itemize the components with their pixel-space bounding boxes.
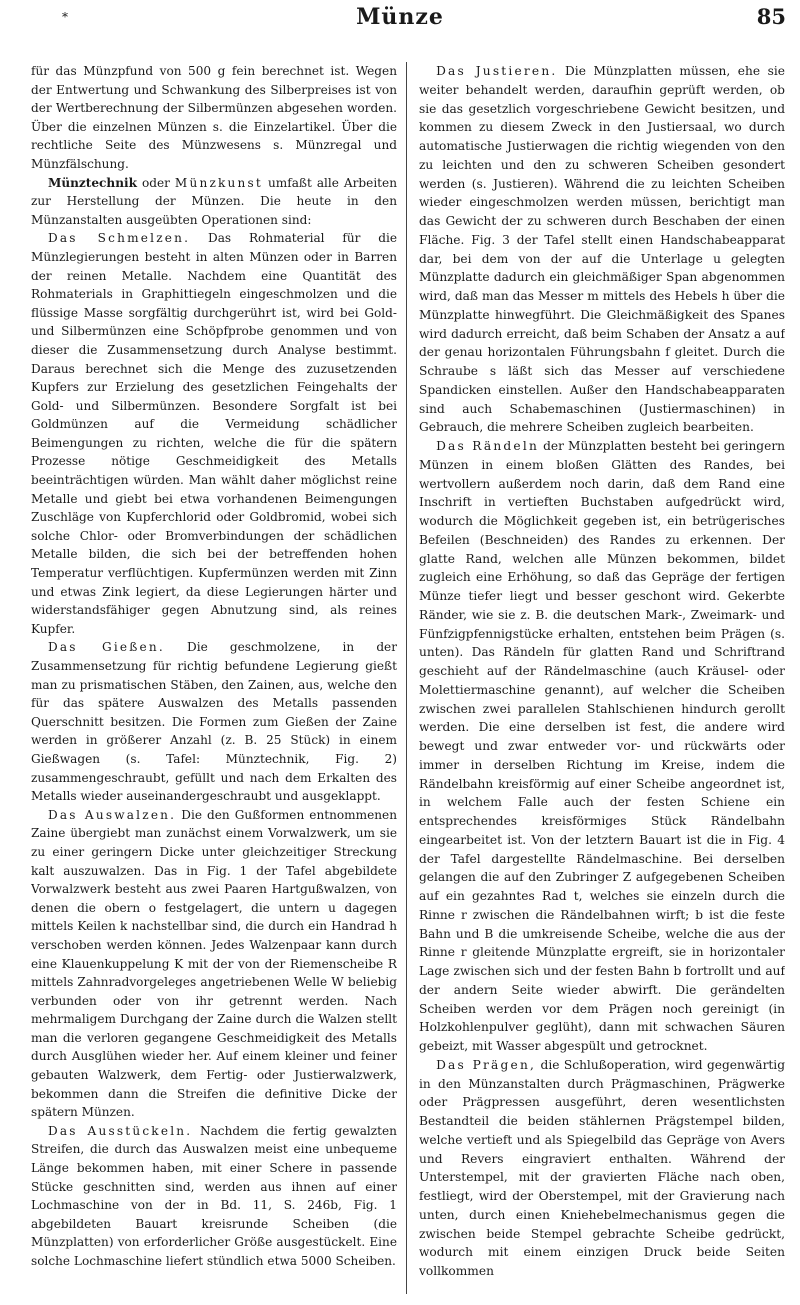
paragraph-ausstueckeln	[31, 1122, 397, 1271]
term-muenztechnik: Münztechnik	[47, 175, 137, 190]
paragraph-muenzpfund: für das Münzpfund von 500 g fein berechnet ist. Wegen der Entwertung und Schwankung des Silberpreises ist von der Wertberechnung der Silbermünzen abgesehen worden. Über die einzelnen Münzen s. die Einzelartikel. Über die rechtliche Seite des Münzwesens s. Münzregal und Münzfälschung.	[31, 64, 397, 171]
text-ausstueckeln: Nachdem die fertig gewalzten Streifen, die durch das Auswalzen meist eine unbequeme Länge bekommen haben, mit einer Schere in passende Stücke geschnitten sind, werden aus ihnen auf einer Lochmaschine von der in Bd. 11, S. 246b, Fig. 1 abgebildeten Bauart kreisrunde Scheiben (die Münzplatten) von erforderlicher Größe ausgestückelt. Eine solche Lochmaschine liefert stündlich etwa 5000 Scheiben.	[31, 1123, 397, 1268]
text-oder: oder	[136, 175, 175, 190]
text-raendeln: der Münzplatten besteht bei geringern Münzen in einem bloßen Glätten des Randes, bei wertvollern außerdem noch darin, daß dem Rand eine Inschrift in vertieften Buchstaben aufgedrückt wird, wodurch die Möglichkeit gegeben ist, ein betrügerisches Befeilen (Beschneiden) des Randes zu erkennen. Der glatte Rand, welchen alle Münzen bekommen, bildet zugleich eine Erhöhung, so daß das Gepräge der fertigen Münze tiefer liegt und besser geschont wird. Gekerbte Ränder, wie sie z. B. die deutschen Mark-, Zweimark- und Fünfzigpfennigstücke erhalten, entstehen beim Prägen (s. unten). Das Rändeln für glatten Rand und Schriftrand geschieht auf der Rändelmaschine (auch Kräusel- oder Molettiermaschine genannt), auf welcher die Scheiben zwischen zwei parallelen Stahlschienen hindurch gerollt werden. Die eine derselben ist fest, die andere wird bewegt und zwar entweder vor- und rückwärts oder immer in derselben Richtung im Kreise, indem die Rändelbahn kreisförmig auf einer Scheibe angeordnet ist, in welchem Falle auch der festen Schiene ein entsprechendes kreisförmiges Stück Rändelbahn eingearbeitet ist. Von der letztern Bauart ist die in Fig. 4 der Tafel dargestellte Rändelmaschine. Bei derselben gelangen die auf den Zubringer Z aufgegebenen Scheiben auf ein gezahntes Rad t, welches sie einzeln durch die Rinne r zwischen die Rändelbahnen wirft; b ist die feste Bahn und B die umkreisende Scheibe, welche die aus der Rinne r gleitende Münzplatte ergreift, sie in horizontaler Lage zwischen sich und der festen Bahn b fortrollt und auf der andern Seite wieder abwirft. Die gerändelten Scheiben werden vor dem Prägen noch gereinigt (in Holzkohlenpulver geglüht), dann mit schwachen Säuren gebeizt, mit Wasser abgespült und getrocknet.	[419, 439, 785, 1053]
right-column	[419, 62, 785, 1294]
column-rule	[406, 62, 407, 1294]
paragraph-justieren	[419, 62, 785, 437]
margin-mark: *	[62, 10, 68, 24]
text-muenztechnik: umfaßt alle Arbeiten zur Herstellung der Münzen. Die heute in den Münzanstalten ausgeübten Operationen sind:	[31, 175, 397, 227]
paragraph-raendeln	[419, 437, 785, 1056]
paragraph-praegen	[419, 1056, 785, 1281]
term-schmelzen: Das Schmelzen.	[47, 231, 191, 246]
paragraph-muenztechnik	[31, 174, 397, 230]
term-raendeln: Das Rändeln	[436, 439, 539, 453]
left-column	[31, 62, 397, 1294]
term-praegen: Das Prägen,	[436, 1057, 537, 1072]
term-giessen: Das Gießen.	[47, 640, 165, 655]
term-ausstueckeln: Das Ausstückeln.	[47, 1123, 193, 1138]
paragraph-schmelzen	[31, 229, 397, 638]
running-head: Münze	[356, 4, 444, 30]
page-header	[0, 0, 800, 58]
text-praegen: die Schlußoperation, wird gegenwärtig in den Münzanstalten durch Prägmaschinen, Prägwerke oder Prägpressen ausgeführt, deren wesentlichsten Bestandteil die beiden stählernen Prägstempel bilden, welche vertieft und als Spiegelbild das Gepräge von Avers und Revers eingraviert enthalten. Während der Unterstempel, mit der gravierten Fläche nach oben, festliegt, wird der Oberstempel, mit der Gravierung nach unten, durch einen Kniehebelmechanismus gegen die zwischen beide Stempel gebrachte Scheibe gedrückt, wodurch mit einem einzigen Druck beide Seiten vollkommen	[419, 1057, 785, 1278]
paragraph-giessen	[31, 638, 397, 805]
term-auswalzen: Das Auswalzen.	[47, 807, 177, 822]
term-muenzkunst: Münzkunst	[174, 175, 263, 190]
paragraph-auswalzen	[31, 806, 397, 1122]
text-schmelzen: Das Rohmaterial für die Münzlegierungen besteht in alten Münzen oder in Barren der reinen Metalle. Nachdem eine Quantität des Rohmaterials in Graphittiegeln eingeschmolzen und die flüssige Masse sorgfältig durchgerührt ist, wird bei Gold- und Silbermünzen eine Schöpfprobe genommen und von dieser die Zusammensetzung durch Analyse bestimmt. Daraus berechnet sich die Menge des zuzusetzenden Kupfers zur Erzielung des gesetzlichen Feingehalts der Gold- und Silbermünzen. Besondere Sorgfalt ist bei Goldmünzen auf die Vermeidung schädlicher Beimengungen zu richten, welche die für die spätern Prozesse nötige Geschmeidigkeit des Metalls beeinträchtigen würden. Man wählt daher möglichst reine Metalle und giebt bei etwa vorhandenen Beimengungen Zuschläge von Kupferchlorid oder Goldbromid, wobei sich solche Chlor- oder Bromverbindungen der schädlichen Metalle bilden, die sich bei der betreffenden hohen Temperatur verflüchtigen. Kupfermünzen werden mit Zinn und etwas Zink legiert, da diese Legierungen härter und widerstandsfähiger gegen Abnutzung sind, als reines Kupfer.	[31, 231, 397, 636]
text-auswalzen: Die den Gußformen entnommenen Zaine übergiebt man zunächst einem Vorwalzwerk, um sie zu einer geringern Dicke unter gleichzeitiger Streckung kalt auszuwalzen. Das in Fig. 1 der Tafel abgebildete Vorwalzwerk besteht aus zwei Paaren Hartgußwalzen, von denen die obern o festgelagert, die untern u dagegen mittels Keilen k nachstellbar sind, die durch ein Handrad h verschoben werden können. Jedes Walzenpaar kann durch eine Klauenkuppelung K mit der von der Riemenscheibe R mittels Zahnradvorgeleges angetriebenen Welle W beliebig verbunden oder von ihr getrennt werden. Nach mehrmaligem Durchgang der Zaine durch die Walzen stellt man die verloren gegangene Geschmeidigkeit des Metalls durch Ausglühen wieder her. Auf einem kleiner und feiner gebauten Walzwerk, dem Fertig- oder Justierwalzwerk, bekommen dann die Streifen die definitive Dicke der spätern Münzen.	[31, 807, 397, 1120]
text-justieren: Die Münzplatten müssen, ehe sie weiter behandelt werden, daraufhin geprüft werden, ob sie das gesetzlich vorgeschriebene Gewicht besitzen, und kommen zu diesem Zweck in den Justiersaal, wo durch automatische Justierwagen die richtig wiegenden von den zu leichten und den zu schweren Scheiben gesondert werden (s. Justieren). Während die zu leichten Scheiben wieder eingeschmolzen werden müssen, berichtigt man das Gewicht der zu schweren durch Beschaben der einen Fläche. Fig. 3 der Tafel stellt einen Handschabeapparat dar, bei dem von der auf die Unterlage u gelegten Münzplatte dadurch ein gleichmäßiger Span abgenommen wird, daß man das Messer m mittels des Hebels h über die Münzplatte hinwegführt. Die Gleichmäßigkeit des Spanes wird dadurch erreicht, daß beim Schaben der Ansatz a auf der genau horizontalen Führungsbahn f gleitet. Durch die Schraube s läßt sich das Messer auf verschiedene Spandicken einstellen. Außer den Handschabeapparaten sind auch Schabemaschinen (Justiermaschinen) in Gebrauch, die mehrere Scheiben zugleich bearbeiten.	[419, 64, 785, 435]
page-number: 85	[756, 4, 786, 29]
text-giessen: Die geschmolzene, in der Zusammensetzung für richtig befundene Legierung gießt man zu prismatischen Stäben, den Zainen, aus, welche den für das spätere Auswalzen des Metalls passenden Querschnitt besitzen. Die Formen zum Gießen der Zaine werden in größerer Anzahl (z. B. 25 Stück) in einem Gießwagen (s. Tafel: Münztechnik, Fig. 2) zusammengeschraubt, gefüllt und nach dem Erkalten des Metalls wieder auseinandergeschraubt und ausgeklappt.	[31, 640, 397, 804]
term-justieren: Das Justieren.	[436, 64, 558, 78]
